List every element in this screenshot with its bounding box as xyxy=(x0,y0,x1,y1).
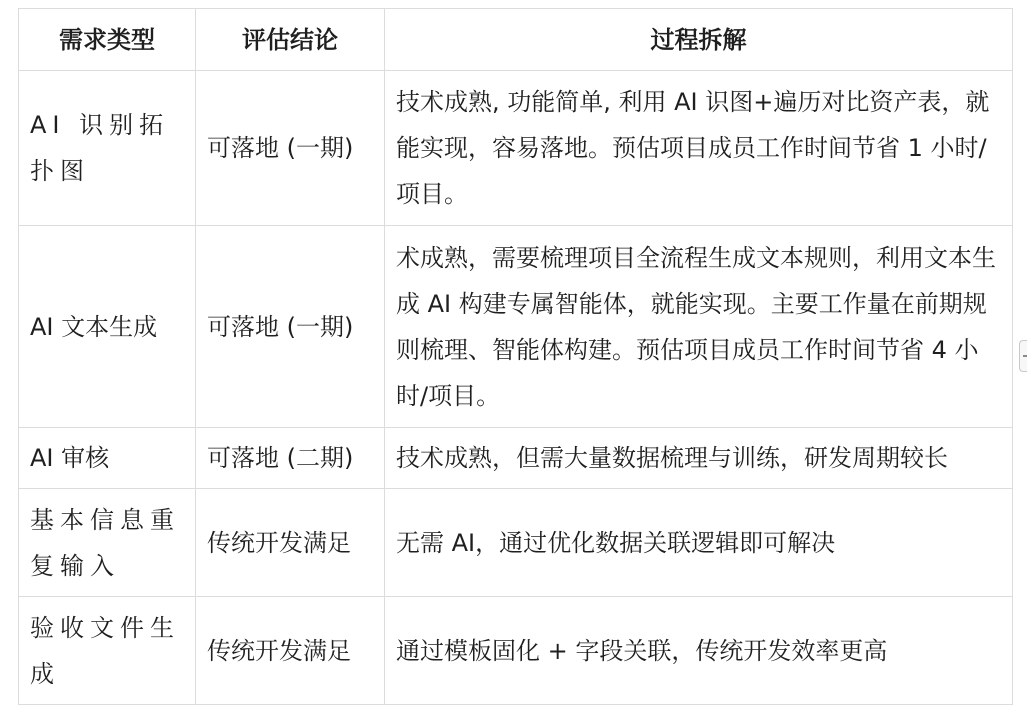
cell-demand-type: AI 审核 xyxy=(19,428,196,489)
cell-process-breakdown: 术成熟，需要梳理项目全流程生成文本规则，利用文本生成 AI 构建专属智能体，就能实现。主要工作量在前期规则梳理、智能体构建。预估项目成员工作时间节省 4 小时/项目。 xyxy=(385,226,1013,428)
cell-assessment: 可落地 (一期) xyxy=(196,226,385,428)
requirements-table xyxy=(18,8,1013,705)
cell-demand-type: 基本信息重复输入 xyxy=(19,489,196,597)
cell-demand-type: AI 文本生成 xyxy=(19,226,196,428)
table-row xyxy=(19,597,1013,705)
header-process-breakdown: 过程拆解 xyxy=(385,9,1013,71)
cell-assessment: 传统开发满足 xyxy=(196,597,385,705)
cell-assessment: 可落地 (一期) xyxy=(196,71,385,226)
cell-process-breakdown: 技术成熟，但需大量数据梳理与训练，研发周期较长 xyxy=(385,428,1013,489)
table-row xyxy=(19,428,1013,489)
cell-process-breakdown: 通过模板固化 + 字段关联，传统开发效率更高 xyxy=(385,597,1013,705)
table-header-row xyxy=(19,9,1013,71)
cell-demand-type: 验收文件生成 xyxy=(19,597,196,705)
cell-assessment: 可落地 (二期) xyxy=(196,428,385,489)
header-demand-type: 需求类型 xyxy=(19,9,196,71)
cell-assessment: 传统开发满足 xyxy=(196,489,385,597)
collapse-handle-icon[interactable] xyxy=(1019,340,1027,372)
table-row xyxy=(19,71,1013,226)
cell-process-breakdown: 无需 AI，通过优化数据关联逻辑即可解决 xyxy=(385,489,1013,597)
table-row xyxy=(19,489,1013,597)
header-assessment: 评估结论 xyxy=(196,9,385,71)
cell-demand-type: AI 识别拓扑图 xyxy=(19,71,196,226)
cell-process-breakdown: 技术成熟, 功能简单, 利用 AI 识图+遍历对比资产表，就能实现，容易落地。预估项目成员工作时间节省 1 小时/项目。 xyxy=(385,71,1013,226)
table-row xyxy=(19,226,1013,428)
